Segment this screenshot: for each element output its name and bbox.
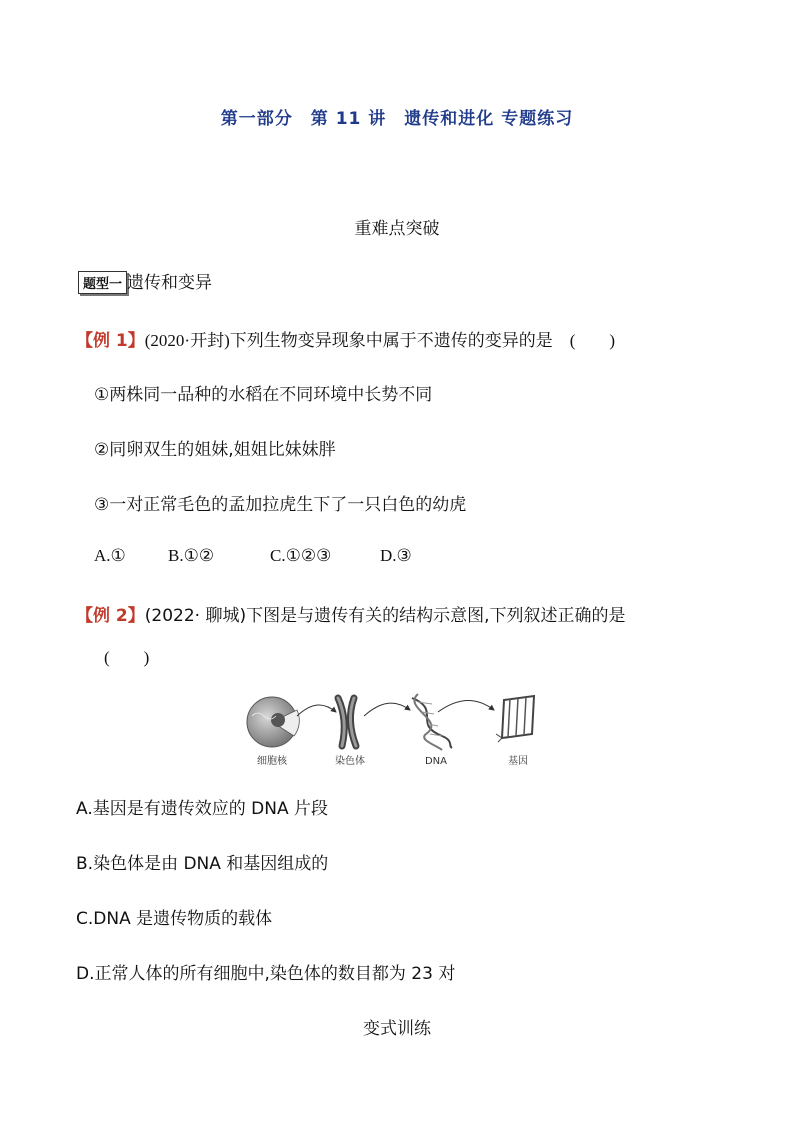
example1-stem-row [76, 326, 615, 351]
example2-option-a: A.基因是有遗传效应的 DNA 片段 [76, 799, 328, 819]
nucleus-icon [247, 697, 299, 747]
question-type-tag: 题型一 [78, 271, 127, 294]
example2-label: 【例 2】 [76, 606, 145, 626]
example2-option-b: B.染色体是由 DNA 和基因组成的 [76, 854, 329, 874]
example1-label: 【例 1】 [76, 331, 145, 351]
question-type-row [78, 268, 212, 294]
example1-option-b: B.①② [168, 546, 215, 565]
footer-heading: 变式训练 [363, 1019, 431, 1039]
question-type-label: 遗传和变异 [127, 273, 213, 293]
example1-item-3: ③一对正常毛色的孟加拉虎生下了一只白色的幼虎 [94, 495, 467, 515]
example1-stem: (2020·开封)下列生物变异现象中属于不遗传的变异的是 ( ) [144, 331, 616, 350]
caption-chromosome: 染色体 [335, 756, 365, 767]
genetics-structure-diagram [242, 690, 552, 770]
example2-blank: ( ) [104, 648, 150, 667]
section-heading: 重难点突破 [354, 219, 440, 239]
example2-option-c: C.DNA 是遗传物质的载体 [76, 909, 273, 929]
example2-stem-row [76, 601, 626, 626]
example1-option-d: D.③ [380, 546, 412, 565]
example2-stem: (2022· 聊城)下图是与遗传有关的结构示意图,下列叙述正确的是 [144, 606, 626, 626]
caption-nucleus: 细胞核 [257, 756, 287, 767]
caption-gene: 基因 [508, 756, 528, 767]
page-title: 第一部分 第 11 讲 遗传和进化 专题练习 [220, 109, 574, 129]
chromosome-icon [338, 698, 356, 746]
example1-option-a: A.① [94, 546, 126, 565]
example1-option-c: C.①②③ [270, 546, 332, 565]
example1-item-1: ①两株同一品种的水稻在不同环境中长势不同 [94, 385, 433, 405]
caption-dna: DNA [424, 756, 448, 767]
gene-segment-icon [496, 696, 534, 742]
example2-option-d: D.正常人体的所有细胞中,染色体的数目都为 23 对 [76, 964, 456, 984]
example1-options [94, 546, 412, 566]
example1-item-2: ②同卵双生的姐妹,姐姐比妹妹胖 [94, 440, 336, 460]
dna-helix-icon [412, 694, 452, 750]
